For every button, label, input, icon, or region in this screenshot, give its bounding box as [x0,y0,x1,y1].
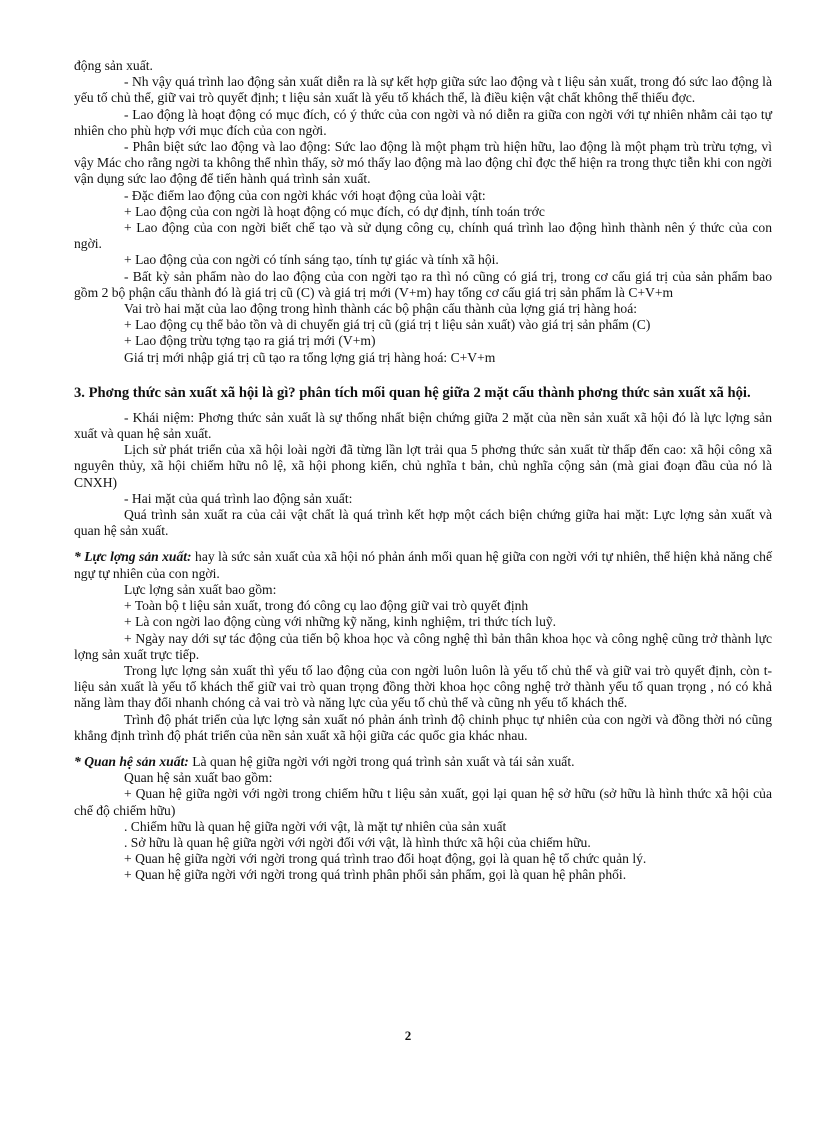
list-item: . Sở hữu là quan hệ giữa ngời với ngời đối với vật, là hình thức xã hội của chiếm hữu. [124,834,591,850]
paragraph: + Lao động trừu tợng tạo ra giá trị mới (V+m) [124,333,376,349]
list-item: Quan hệ sản xuất bao gồm: [124,770,273,786]
list-item: + Quan hệ giữa ngời với ngời trong chiếm hữu t liệu sản xuất, gọi lại quan hệ sở hữu (sở hữu là hình thức xã hội của chế độ chiếm hữu) [74,786,772,818]
paragraph: động sản xuất. [74,58,153,73]
paragraph: - Khái niệm: Phơng thức sản xuất là sự thống nhất biện chứng giữa 2 mặt của nền sản xuất xã hội đó là lực lợng sản xuất và quan hệ sản xuất. [74,409,772,442]
paragraph: - Đặc điểm lao động của con ngời khác với hoạt động của loài vật: [124,187,486,203]
qhsx-label: * Quan hệ sản xuất: [74,753,189,769]
llsx-definition [74,549,772,581]
paragraph: + Lao động của con ngời là hoạt động có mục đích, có dự định, tính toán trớc [124,203,545,219]
document-page [74,58,772,884]
paragraph: Quá trình sản xuất ra của cải vật chất là quá trình kết hợp một cách biện chứng giữa hai mặt: Lực lợng sản xuất và quan hệ sản xuất. [74,507,772,539]
paragraph: - Bất kỳ sản phẩm nào do lao động của con ngời tạo ra thì nó cũng có giá trị, trong cơ cấu giá trị của sản phẩm bao gồm 2 bộ phận cấu thành đó là giá trị cũ (C) và giá trị mới (V+m) hay tổng cơ cấu giá trị sản phẩm là C+V+m [74,268,772,300]
list-item: + Quan hệ giữa ngời với ngời trong quá trình trao đổi hoạt động, gọi là quan hệ tổ chức quản lý. [124,851,647,867]
llsx-label: * Lực lợng sản xuất: [74,549,192,565]
paragraph: Lịch sử phát triển của xã hội loài ngời đã từng lần lợt trải qua 5 phơng thức sản xuất từ thấp đến cao: xã hội công xã nguyên thủy, xã hội chiếm hữu nô lệ, xã hội phong kiến, chủ nghĩa t bản, chủ nghĩa cộng sản (mà giai đoạn đầu của nó là CNXH) [74,442,772,490]
paragraph: + Lao động của con ngời biết chế tạo và sử dụng công cụ, chính quá trình lao động hình thành nên ý thức của con ngời. [74,220,772,252]
qhsx-text: Là quan hệ giữa ngời với ngời trong quá trình sản xuất và tái sản xuất. [188,753,575,769]
list-item: . Chiếm hữu là quan hệ giữa ngời với vật, là mặt tự nhiên của sản xuất [124,818,507,834]
paragraph: - Phân biệt sức lao động và lao động: Sức lao động là một phạm trù hiện hữu, lao động là một phạm trù trừu tợng, vì vậy Mác cho rằng ngời ta không thể nhìn thấy, sờ mó thấy lao động mà lao động chỉ đợc thể hiện ra trong thực tiễn khi con ngời vận dụng sức lao động để tiến hành quá trình sản xuất. [74,139,772,187]
paragraph: Trong lực lợng sản xuất thì yếu tố lao động của con ngời luôn luôn là yếu tố chủ thể và giữ vai trò quyết định, còn t liệu sản xuất là yếu tố khách thể giữ vai trò quan trọng đồng thời khoa học công nghệ trở thành yếu tố quan trọng , nó có khả năng làm thay đổi nhanh chóng cả vai trò và năng lực của yếu tố chủ thể và cũng nh yếu tố khách thể. [74,662,772,711]
paragraph: - Lao động là hoạt động có mục đích, có ý thức của con ngời và nó diễn ra giữa con ngời với tự nhiên nhằm cải tạo tự nhiên cho phù hợp với mục đích của con ngời. [74,106,772,138]
list-item: + Là con ngời lao động cùng với những kỹ năng, kinh nghiệm, tri thức tích luỹ. [124,614,557,630]
paragraph: Giá trị mới nhập giá trị cũ tạo ra tổng lợng giá trị hàng hoá: C+V+m [124,349,496,365]
list-item: + Quan hệ giữa ngời với ngời trong quá trình phân phối sản phẩm, gọi là quan hệ phân phối. [124,867,627,883]
paragraph: Trình độ phát triển của lực lợng sản xuất nó phản ánh trình độ chinh phục tự nhiên của con ngời và đồng thời nó cũng khẳng định trình độ phát triển của nền sản xuất xã hội giữa các quốc gia khác nhau. [74,711,772,743]
paragraph: - Hai mặt của quá trình lao động sản xuất: [124,490,353,506]
paragraph: + Lao động của con ngời có tính sáng tạo, tính tự giác và tính xã hội. [124,252,499,268]
section-heading: 3. Phơng thức sản xuất xã hội là gì? phân tích mối quan hệ giữa 2 mặt cấu thành phơng thức sản xuất xã hội. [74,384,751,401]
paragraph: - Nh vậy quá trình lao động sản xuất diễn ra là sự kết hợp giữa sức lao động và t liệu sản xuất, trong đó sức lao động là yếu tố chủ thể, giữ vai trò quyết định; t liệu sản xuất là yếu tố khách thể, là điều kiện vật chất không thể thiếu đợc. [74,74,772,106]
paragraph: + Lao động cụ thể bảo tồn và di chuyển giá trị cũ (giá trị t liệu sản xuất) vào giá trị sản phẩm (C) [124,317,651,333]
list-item: + Ngày nay dới sự tác động của tiến bộ khoa học và công nghệ thì bản thân khoa học và công nghệ cũng trở thành lực lợng sản xuất trực tiếp. [74,630,772,662]
list-item: + Toàn bộ t liệu sản xuất, trong đó công cụ lao động giữ vai trò quyết định [124,598,529,614]
page-number: 2 [404,1028,412,1043]
llsx-text: hay là sức sản xuất của xã hội nó phản ánh mối quan hệ giữa con ngời với tự nhiên, thể hiện khả năng chế ngự tự nhiên của con ngời. [74,549,773,581]
paragraph: Vai trò hai mặt của lao động trong hình thành các bộ phận cấu thành của lợng giá trị hàng hoá: [124,301,638,317]
list-item: Lực lợng sản xuất bao gồm: [124,581,277,597]
qhsx-definition [74,754,772,770]
